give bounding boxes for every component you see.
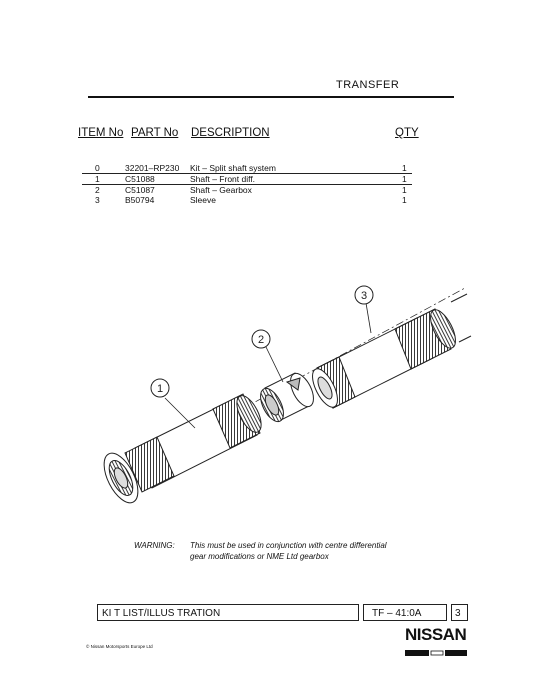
row-description: Sleeve xyxy=(190,195,216,205)
column-header-part: PART No xyxy=(131,127,179,139)
row-item: 3 xyxy=(95,195,100,205)
footer-title: KI T LIST/ILLUS TRATION xyxy=(102,608,221,619)
row-description: Kit – Split shaft system xyxy=(190,163,276,173)
callout-1-label: 1 xyxy=(156,383,164,395)
row-part: C51087 xyxy=(125,185,155,195)
row-qty: 1 xyxy=(402,174,407,184)
callout-3-label: 3 xyxy=(360,290,368,302)
section-title: TRANSFER xyxy=(336,79,400,91)
row-description: Shaft – Front diff. xyxy=(190,174,256,184)
row-item: 1 xyxy=(95,174,100,184)
row-part: B50794 xyxy=(125,195,155,205)
column-header-description: DESCRIPTION xyxy=(191,127,270,139)
front-diff-shaft xyxy=(97,392,266,508)
nissan-logo xyxy=(405,626,467,661)
callout-2-label: 2 xyxy=(257,334,265,346)
logo-stripe-icon xyxy=(405,650,467,656)
row-qty: 1 xyxy=(402,185,407,195)
gearbox-shaft xyxy=(307,294,471,411)
copyright-notice: © Nissan Motorsports Europe Ltd xyxy=(86,644,153,649)
warning-text-line-1: This must be used in conjunction with centre differential xyxy=(190,541,387,550)
sleeve xyxy=(256,370,318,425)
row-item: 2 xyxy=(95,185,100,195)
warning-label: WARNING: xyxy=(134,541,175,550)
row-qty: 1 xyxy=(402,163,407,173)
doc-code: TF – 41:0A xyxy=(372,608,422,619)
row-part: C51088 xyxy=(125,174,155,184)
page-number: 3 xyxy=(455,608,461,619)
row-qty: 1 xyxy=(402,195,407,205)
warning-text-line-2: gear modifications or NME Ltd gearbox xyxy=(190,552,329,561)
brand-text: NISSAN xyxy=(405,625,467,644)
row-item: 0 xyxy=(95,163,100,173)
row-description: Shaft – Gearbox xyxy=(190,185,252,195)
column-header-qty: QTY xyxy=(395,127,419,139)
page-number-box xyxy=(451,604,468,621)
title-rule xyxy=(88,96,454,98)
footer-title-box xyxy=(97,604,359,621)
row-part: 32201–RP230 xyxy=(125,163,180,173)
doc-code-box xyxy=(363,604,447,621)
column-header-item: ITEM No xyxy=(78,127,124,139)
exploded-parts-illustration xyxy=(95,278,475,518)
